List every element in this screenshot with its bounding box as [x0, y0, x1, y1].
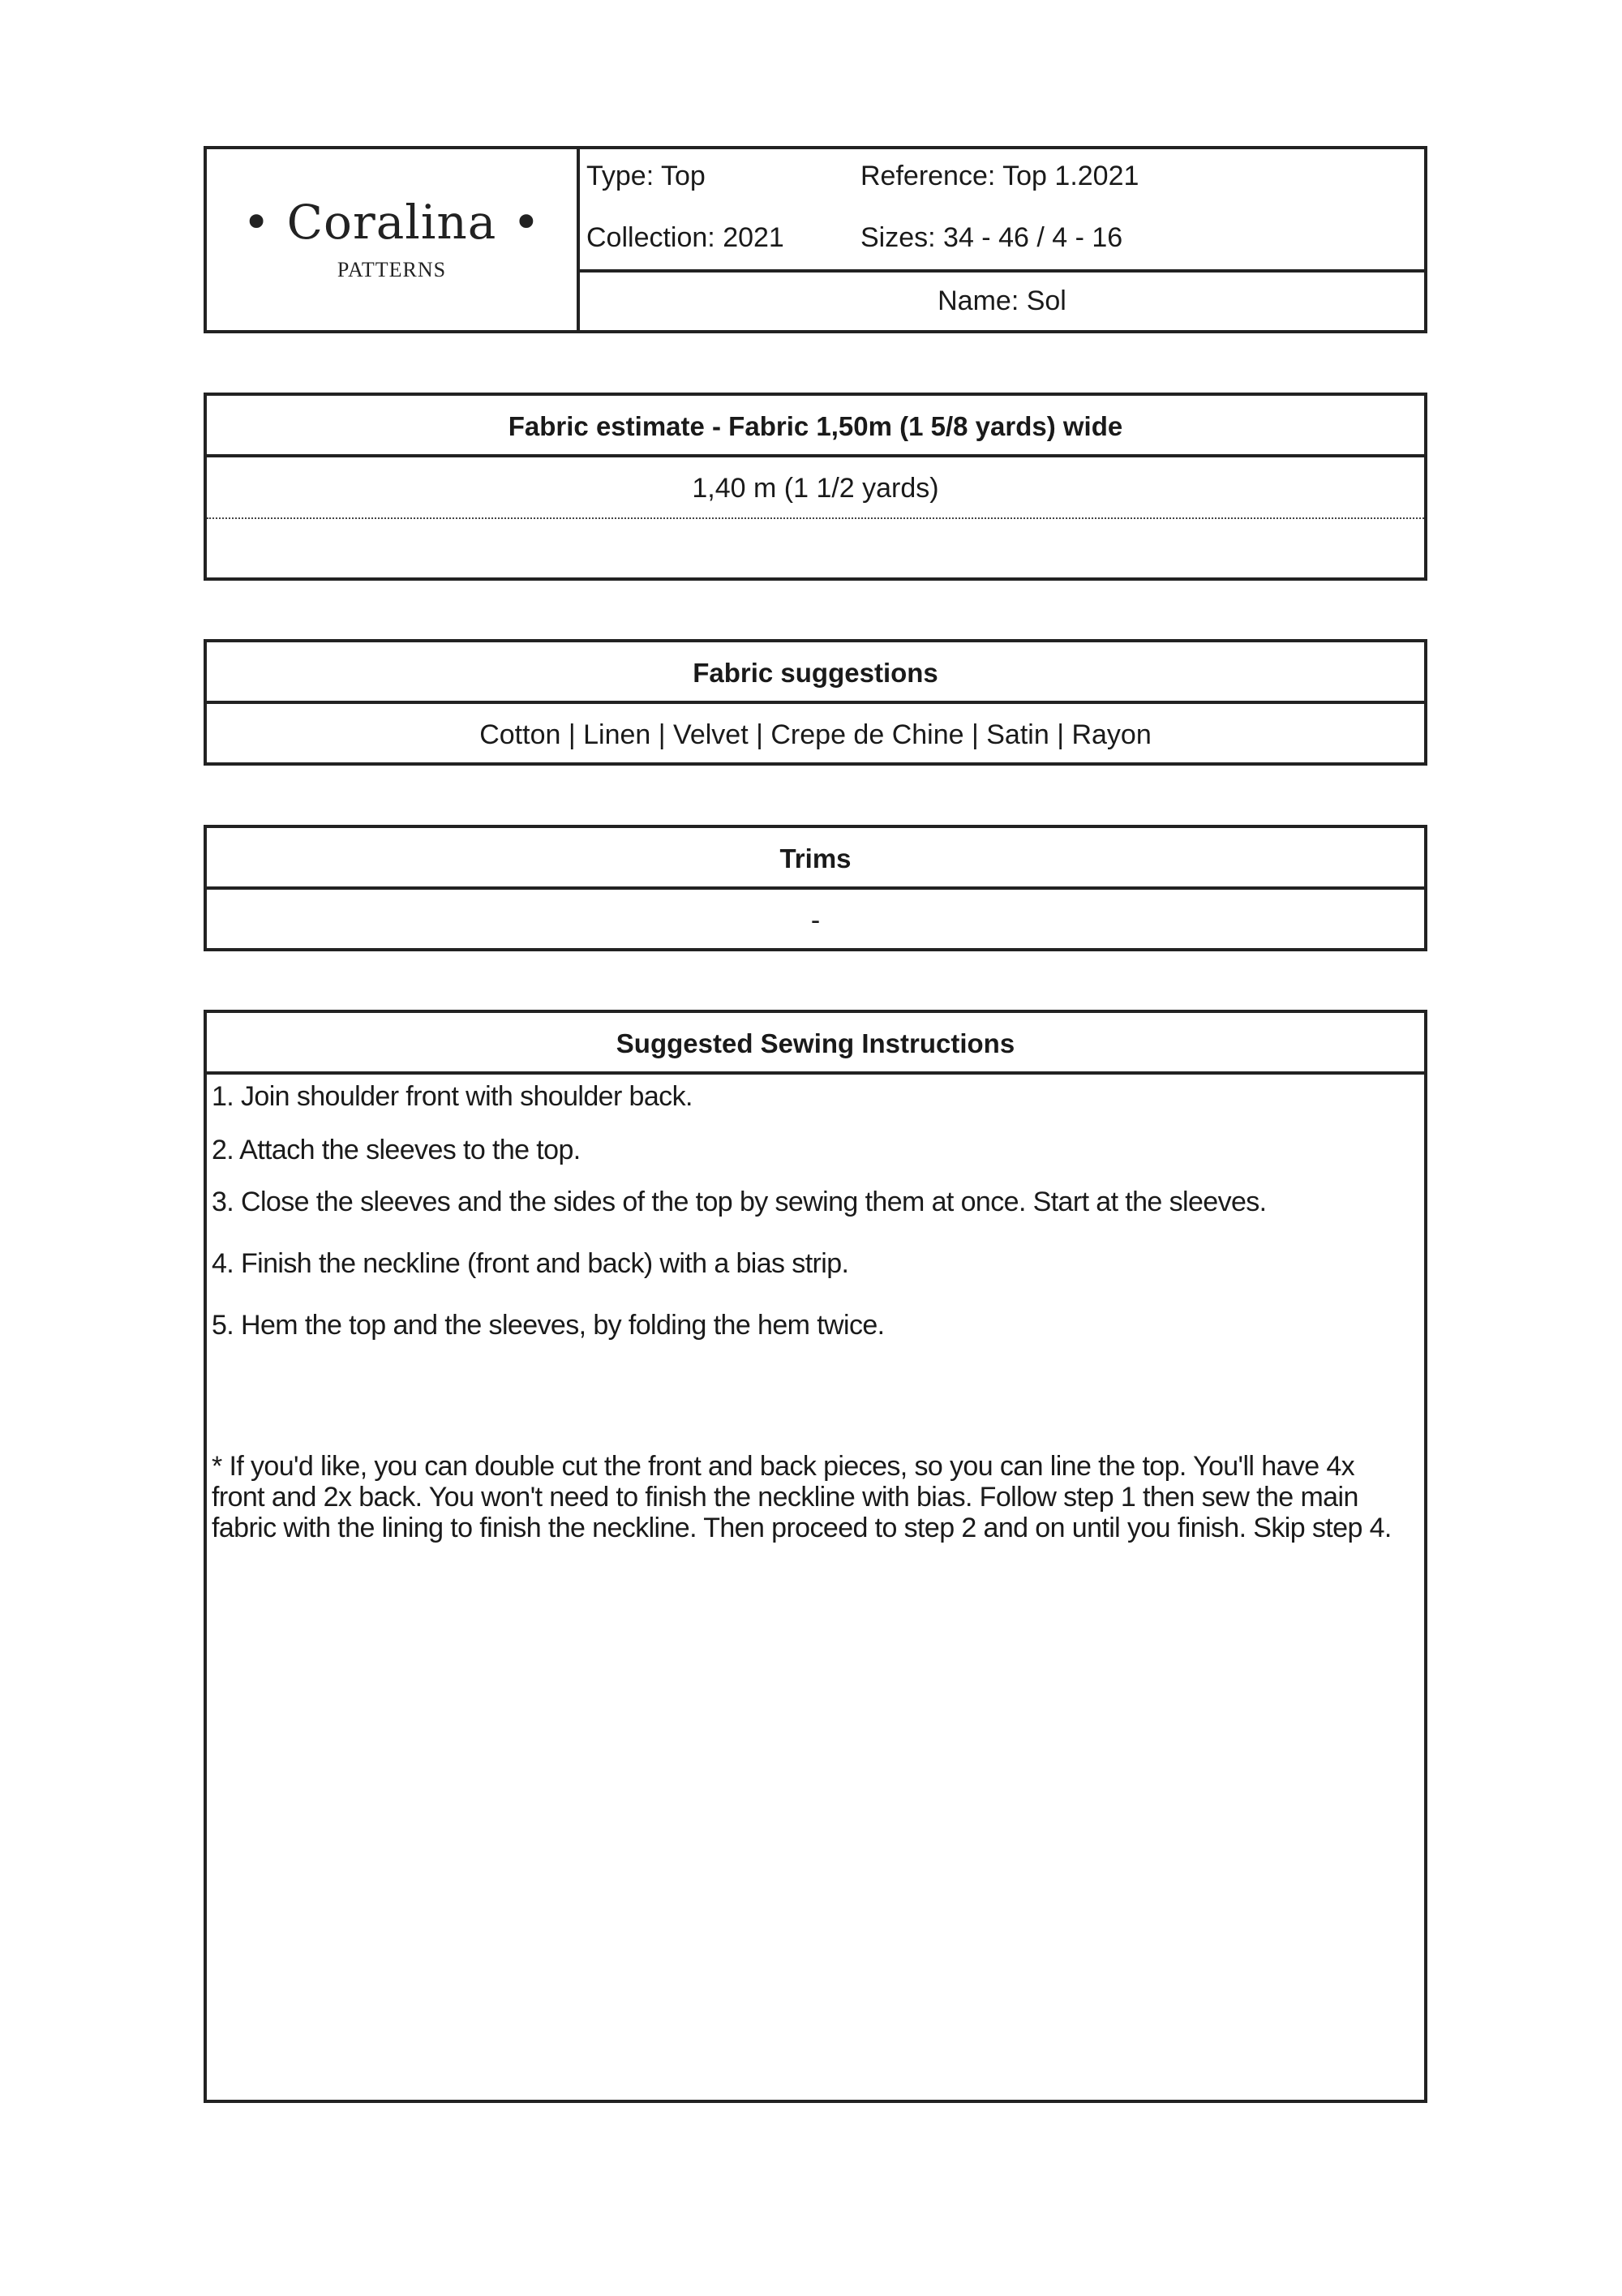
brand-subtitle: PATTERNS: [337, 258, 447, 281]
list-item: 1. Join shoulder front with shoulder back.: [212, 1081, 693, 1112]
collection-field: Collection: 2021: [586, 222, 784, 253]
pattern-header: [204, 146, 1427, 333]
pattern-info: [580, 149, 1424, 330]
lining-note: * If you'd like, you can double cut the front and back pieces, so you can line the top. You'll have 4x front and 2x back. You won't need to finish the neckline with bias. Follow step 1 then sew the main fabric with the lining to finish the neckline. Then proceed to step 2 and on until you finish. Skip step 4.: [212, 1451, 1392, 1543]
type-field: Type: Top: [586, 161, 706, 191]
list-item: 2. Attach the sleeves to the top.: [212, 1135, 581, 1165]
fabric-suggestions-section: [204, 639, 1427, 766]
dotted-divider: [207, 517, 1424, 519]
fabric-estimate-title: Fabric estimate - Fabric 1,50m (1 5/8 yards) wide: [508, 411, 1123, 441]
reference-field: Reference: Top 1.2021: [860, 161, 1139, 191]
fabric-estimate-section: [204, 393, 1427, 581]
logo-cell: [207, 149, 580, 330]
name-field: Name: Sol: [938, 285, 1066, 316]
trims-section: [204, 825, 1427, 951]
list-item: 5. Hem the top and the sleeves, by folding the hem twice.: [212, 1310, 885, 1341]
trims-title: Trims: [779, 843, 852, 873]
divider: [207, 1071, 1424, 1075]
info-divider: [580, 269, 1424, 273]
fabric-suggestions-value: Cotton | Linen | Velvet | Crepe de Chine | Satin | Rayon: [479, 719, 1152, 750]
sewing-instructions-title: Suggested Sewing Instructions: [616, 1028, 1015, 1058]
brand-logo: • Coralina •: [242, 195, 541, 250]
list-item: 3. Close the sleeves and the sides of the top by sewing them at once. Start at the sleeves.: [212, 1187, 1267, 1217]
list-item: 4. Finish the neckline (front and back) with a bias strip.: [212, 1248, 849, 1279]
sewing-instructions-section: [204, 1010, 1427, 2103]
sizes-field: Sizes: 34 - 46 / 4 - 16: [860, 222, 1123, 253]
fabric-suggestions-title: Fabric suggestions: [693, 658, 938, 688]
trims-value: -: [810, 905, 821, 936]
fabric-estimate-value: 1,40 m (1 1/2 yards): [692, 473, 939, 504]
